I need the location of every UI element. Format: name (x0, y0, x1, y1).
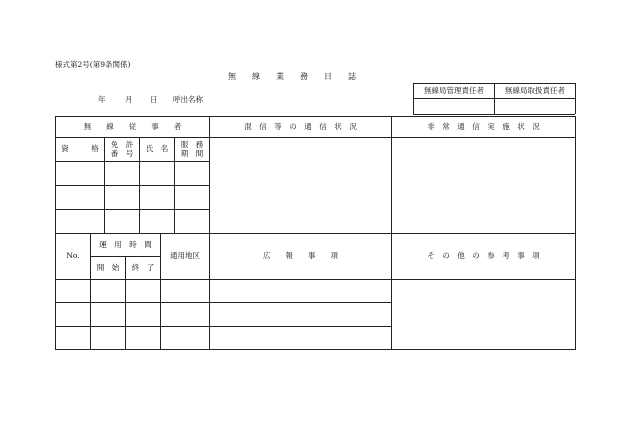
duty-period-header (175, 138, 209, 161)
emergency-header: 非 常 通 信 実 施 状 況 (427, 121, 540, 131)
operation-time-header: 運 用 時 間 (99, 239, 152, 249)
start-header: 開 始 (96, 262, 120, 272)
interference-header: 混 信 等 の 通 信 状 況 (244, 121, 357, 131)
area-header: 通用地区 (170, 251, 200, 261)
other-notes-header: そ の 他 の 参 考 事 項 (427, 251, 540, 261)
license-number-header (105, 138, 139, 161)
page-title: 無 線 業 務 日 誌 (228, 72, 356, 81)
qualification-header: 資 格 (61, 144, 99, 154)
date-month-label: 月 (125, 95, 133, 104)
duty-period-line1: 服 務 (180, 139, 204, 149)
broadcast-header: 広 報 事 項 (263, 251, 338, 261)
operators-header: 無 線 従 事 者 (83, 121, 182, 131)
duty-period-line2: 期 間 (180, 148, 204, 158)
callsign-label: 呼出名称 (173, 95, 203, 104)
license-number-line2: 番 号 (110, 148, 134, 158)
name-header: 氏 名 (145, 144, 169, 154)
manager-header: 無線局管理責任者 (424, 85, 484, 95)
form-label: 様式第2号(第9条関係) (55, 60, 131, 69)
other-notes-entry-area[interactable] (392, 280, 575, 349)
date-day-label: 日 (150, 95, 158, 104)
manager-signature-cell[interactable] (414, 99, 494, 114)
handler-header: 無線局取扱責任者 (505, 85, 565, 95)
interference-entry-area[interactable] (210, 138, 391, 233)
emergency-entry-area[interactable] (392, 138, 575, 233)
date-year-label: 年 (98, 95, 106, 104)
end-header: 終 了 (131, 262, 155, 272)
no-header: No. (66, 251, 80, 261)
handler-signature-cell[interactable] (495, 99, 575, 114)
license-number-line1: 免 許 (110, 139, 134, 149)
